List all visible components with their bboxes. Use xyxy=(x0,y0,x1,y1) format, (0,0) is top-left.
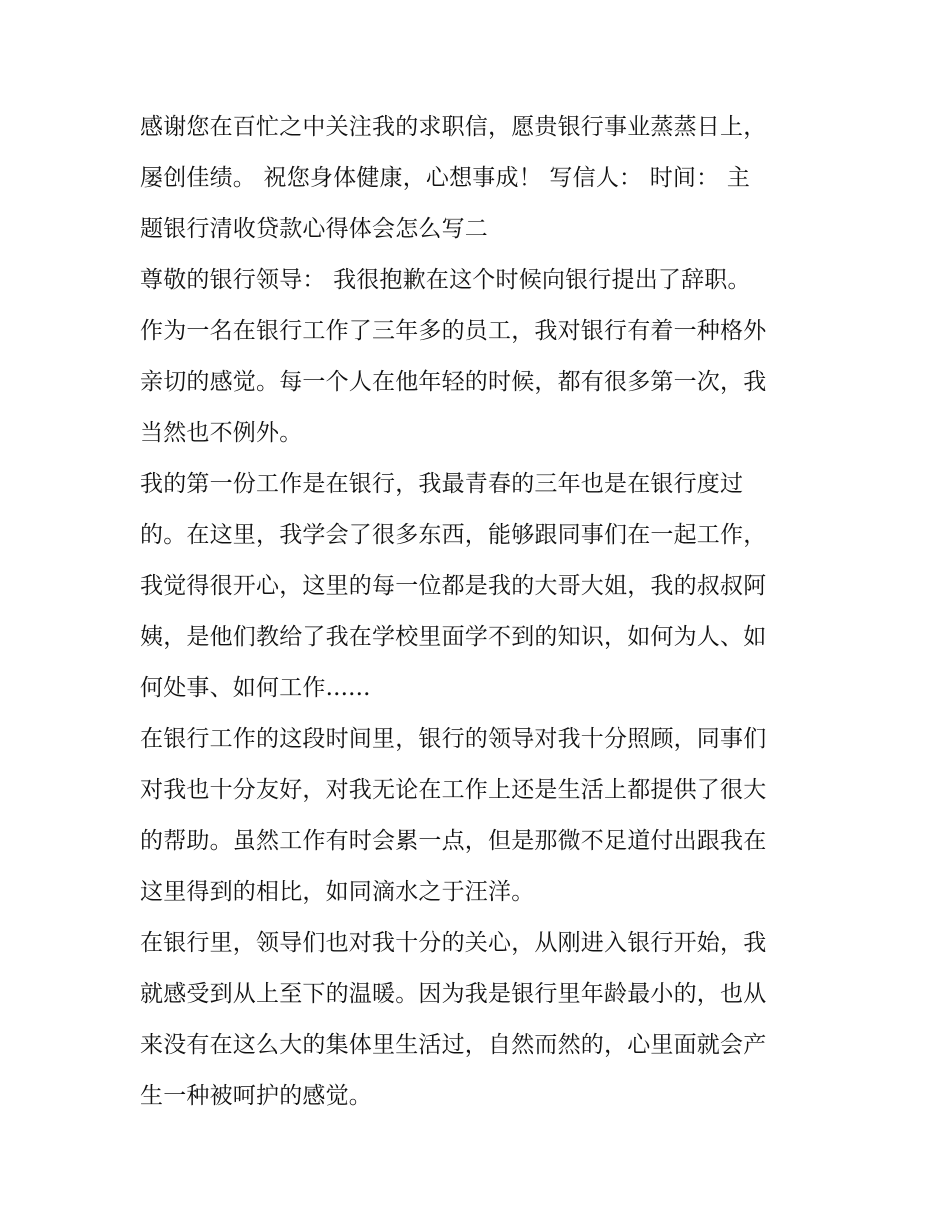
text-line: 对我也十分友好，对我无论在工作上还是生活上都提供了很大 xyxy=(140,777,767,803)
text-line: 在银行工作的这段时间里，银行的领导对我十分照顾，同事们 xyxy=(140,726,767,752)
document-body xyxy=(140,102,820,1122)
text-line: 何处事、如何工作...... xyxy=(140,675,371,701)
text-line: 的帮助。虽然工作有时会累一点，但是那微不足道付出跟我在 xyxy=(140,828,767,854)
text-line: 我觉得很开心，这里的每一位都是我的大哥大姐，我的叔叔阿 xyxy=(140,573,767,599)
text-line: 这里得到的相比，如同滴水之于汪洋。 xyxy=(140,879,535,905)
text-line: 作为一名在银行工作了三年多的员工，我对银行有着一种格外 xyxy=(140,318,767,344)
text-line: 当然也不例外。 xyxy=(140,420,303,446)
text-line: 就感受到从上至下的温暖。因为我是银行里年龄最小的，也从 xyxy=(140,981,767,1007)
text-line: 题银行清收贷款心得体会怎么写二 xyxy=(140,216,488,242)
text-line: 来没有在这么大的集体里生活过，自然而然的，心里面就会产 xyxy=(140,1032,767,1058)
text-line: 感谢您在百忙之中关注我的求职信，愿贵银行事业蒸蒸日上， xyxy=(140,114,767,140)
text-line: 的。在这里，我学会了很多东西，能够跟同事们在一起工作， xyxy=(140,522,767,548)
text-line: 我的第一份工作是在银行，我最青春的三年也是在银行度过 xyxy=(140,471,744,497)
text-line: 尊敬的银行领导： 我很抱歉在这个时候向银行提出了辞职。 xyxy=(140,267,751,293)
text-line: 亲切的感觉。每一个人在他年轻的时候，都有很多第一次，我 xyxy=(140,369,767,395)
text-line: 屡创佳绩。 祝您身体健康，心想事成！ 写信人： 时间： 主 xyxy=(140,165,751,191)
text-line: 生一种被呵护的感觉。 xyxy=(140,1083,372,1109)
text-line: 姨，是他们教给了我在学校里面学不到的知识，如何为人、如 xyxy=(140,624,767,650)
text-line: 在银行里，领导们也对我十分的关心，从刚进入银行开始，我 xyxy=(140,930,767,956)
